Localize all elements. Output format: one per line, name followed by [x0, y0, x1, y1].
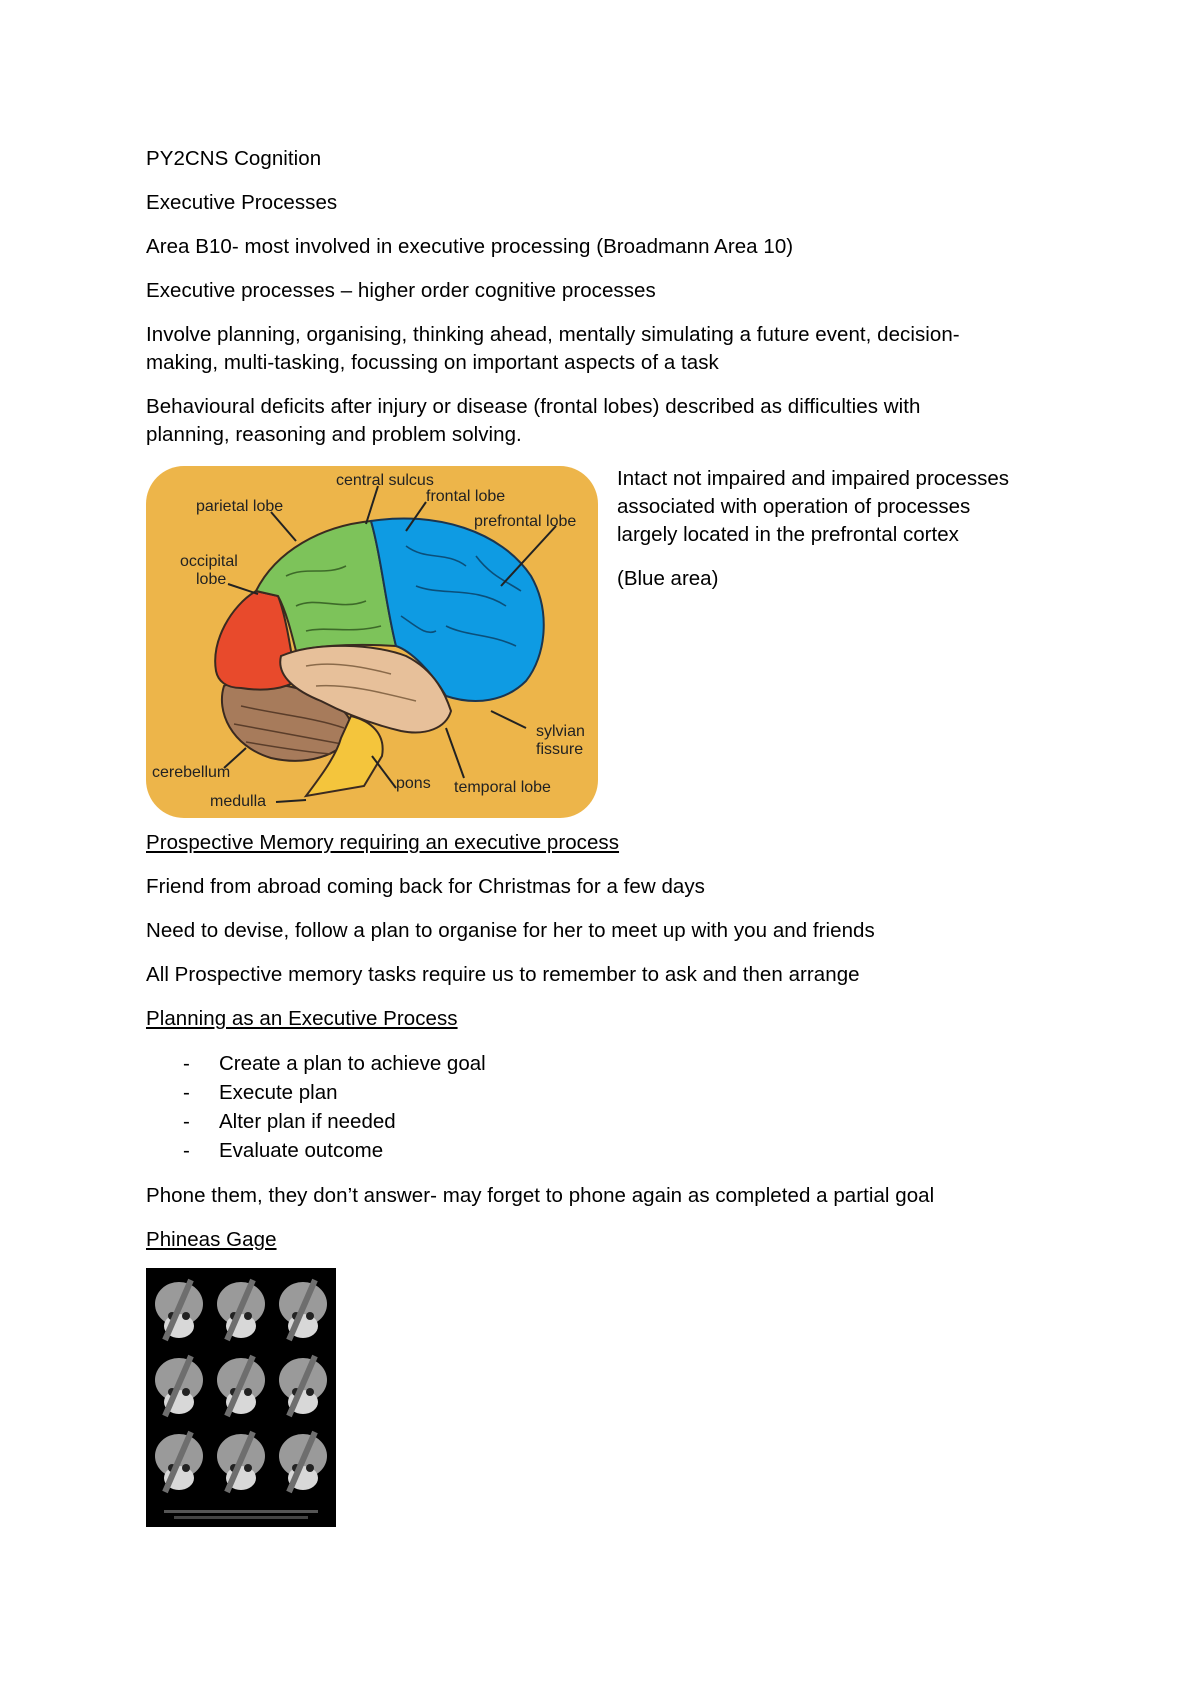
label-central-sulcus: central sulcus [336, 472, 434, 489]
list-item: Create a plan to achieve goal [219, 1052, 486, 1075]
paragraph-deficits-line2: planning, reasoning and problem solving. [146, 423, 522, 446]
label-prefrontal-lobe: prefrontal lobe [474, 513, 577, 530]
paragraph-executive-processes: Executive processes – higher order cognitive processes [146, 279, 656, 302]
label-occipital-line1: occipital [180, 553, 238, 570]
paragraph-friend-abroad: Friend from abroad coming back for Christmas for a few days [146, 875, 705, 898]
side-note-line3: largely located in the prefrontal cortex [617, 523, 959, 546]
label-frontal-lobe: frontal lobe [426, 488, 506, 505]
paragraph-devise-plan: Need to devise, follow a plan to organise for her to meet up with you and friends [146, 919, 875, 942]
list-item: Evaluate outcome [219, 1139, 384, 1162]
bullet-marker: - [183, 1052, 190, 1075]
caption-strip [174, 1516, 308, 1519]
paragraph-deficits-line1: Behavioural deficits after injury or disease (frontal lobes) described as difficulties with [146, 395, 921, 418]
paragraph-prospective-tasks: All Prospective memory tasks require us to remember to ask and then arrange [146, 963, 860, 986]
list-item: Alter plan if needed [219, 1110, 396, 1133]
side-note-line1: Intact not impaired and impaired processes [617, 467, 1009, 490]
label-cerebellum: cerebellum [152, 764, 231, 781]
label-sylvian-line2: fissure [536, 741, 584, 758]
label-parietal-lobe: parietal lobe [196, 498, 284, 515]
paragraph-involve-line2: making, multi-tasking, focussing on important aspects of a task [146, 351, 719, 374]
label-sylvian-line1: sylvian [536, 723, 585, 740]
heading-phineas-gage: Phineas Gage [146, 1228, 277, 1251]
side-note-line2: associated with operation of processes [617, 495, 971, 518]
caption-strip [164, 1510, 318, 1513]
brain-lobes-figure [146, 466, 598, 818]
label-pons: pons [396, 775, 431, 792]
section-heading: Executive Processes [146, 191, 338, 214]
label-temporal-lobe: temporal lobe [454, 779, 551, 796]
phineas-gage-skull-image [146, 1268, 336, 1527]
paragraph-phone-them: Phone them, they don’t answer- may forget to phone again as completed a partial goal [146, 1184, 935, 1207]
doc-title: PY2CNS Cognition [146, 147, 322, 170]
bullet-marker: - [183, 1081, 190, 1104]
bullet-marker: - [183, 1110, 190, 1133]
skull-grid [155, 1280, 327, 1492]
list-item: Execute plan [219, 1081, 338, 1104]
side-note-blue-area: (Blue area) [617, 567, 719, 590]
paragraph-area-b10: Area B10- most involved in executive processing (Broadmann Area 10) [146, 235, 794, 258]
heading-prospective-memory: Prospective Memory requiring an executive process [146, 831, 620, 854]
heading-planning: Planning as an Executive Process [146, 1007, 458, 1030]
paragraph-involve-line1: Involve planning, organising, thinking ahead, mentally simulating a future event, decision- [146, 323, 960, 346]
label-occipital-line2: lobe [196, 571, 227, 588]
label-medulla: medulla [210, 793, 267, 810]
bullet-marker: - [183, 1139, 190, 1162]
